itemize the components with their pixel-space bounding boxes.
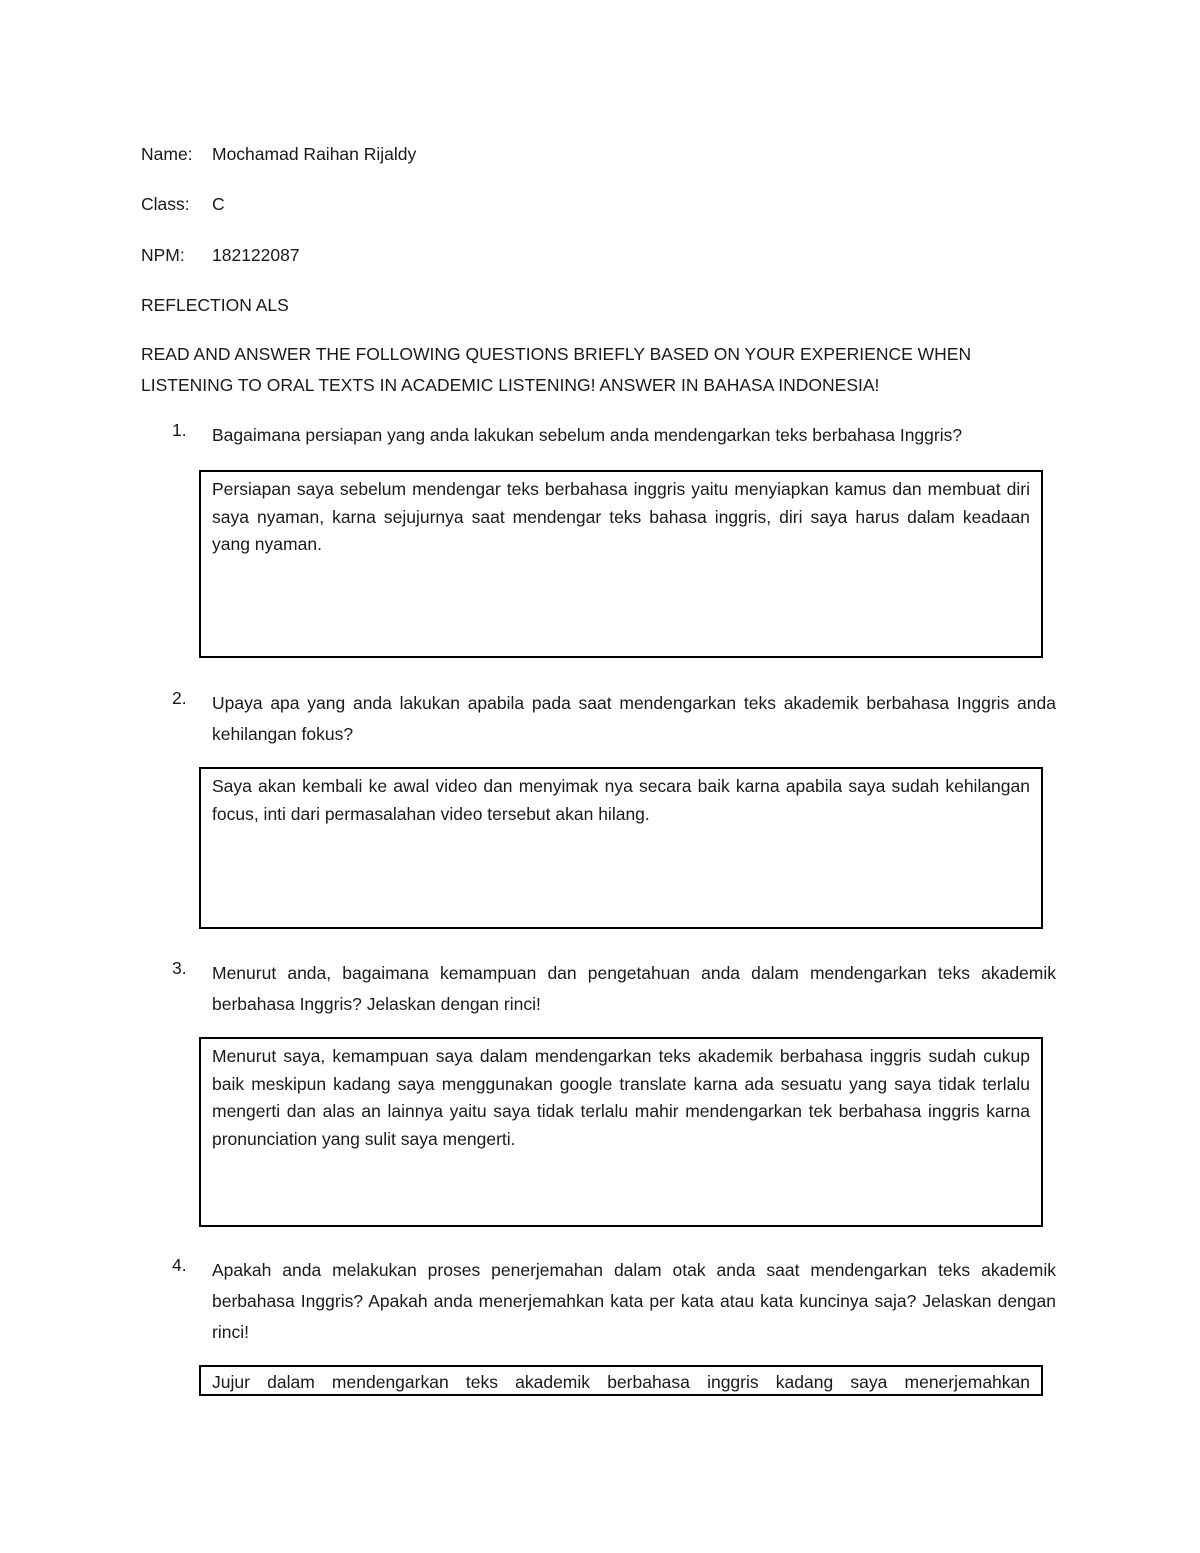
npm-label: NPM: — [141, 245, 185, 265]
class-value: C — [212, 194, 225, 214]
answer-3-text: Menurut saya, kemampuan saya dalam mendengarkan teks akademik berbahasa inggris sudah cukup baik meskipun kadang saya menggunakan google translate karna ada sesuatu yang saya tidak terlalu mengerti dan alas an lainnya yaitu saya tidak terlalu mahir mendengarkan tek berbahasa inggris karna pronunciation yang sulit saya mengerti. — [212, 1046, 1030, 1149]
instruction-line-2: LISTENING TO ORAL TEXTS IN ACADEMIC LISTENING! ANSWER IN BAHASA INDONESIA! — [141, 375, 880, 395]
instruction-line-1: READ AND ANSWER THE FOLLOWING QUESTIONS BRIEFLY BASED ON YOUR EXPERIENCE WHEN — [141, 344, 972, 364]
question-3-number: 3. — [172, 958, 187, 978]
name-value: Mochamad Raihan Rijaldy — [212, 144, 417, 164]
question-3-text: Menurut anda, bagaimana kemampuan dan pengetahuan anda dalam mendengarkan teks akademik berbahasa Inggris? Jelaskan dengan rinci! — [212, 963, 1056, 1014]
answer-2-text: Saya akan kembali ke awal video dan menyimak nya secara baik karna apabila saya sudah kehilangan focus, inti dari permasalahan video tersebut akan hilang. — [212, 776, 1030, 824]
document-title: REFLECTION ALS — [141, 295, 289, 315]
class-label: Class: — [141, 194, 190, 214]
question-2-text: Upaya apa yang anda lakukan apabila pada saat mendengarkan teks akademik berbahasa Inggris anda kehilangan fokus? — [212, 693, 1056, 744]
name-label: Name: — [141, 144, 193, 164]
answer-2-box — [199, 767, 1043, 929]
answer-4-text: Jujur dalam mendengarkan teks akademik berbahasa inggris kadang saya menerjemahkan — [212, 1372, 1030, 1392]
question-4-text: Apakah anda melakukan proses penerjemahan dalam otak anda saat mendengarkan teks akademik berbahasa Inggris? Apakah anda menerjemahkan kata per kata atau kata kuncinya saja? Jelaskan dengan rinci! — [212, 1260, 1056, 1342]
answer-4-box — [199, 1365, 1043, 1396]
question-4-number: 4. — [172, 1255, 187, 1275]
answer-1-text: Persiapan saya sebelum mendengar teks berbahasa inggris yaitu menyiapkan kamus dan membuat diri saya nyaman, karna sejujurnya saat mendengar teks bahasa inggris, diri saya harus dalam keadaan yang nyaman. — [212, 479, 1030, 554]
question-1-number: 1. — [172, 420, 187, 440]
answer-3-box — [199, 1037, 1043, 1227]
instruction-text — [141, 339, 1056, 401]
answer-1-box — [199, 470, 1043, 658]
npm-value: 182122087 — [212, 245, 300, 265]
question-1-text: Bagaimana persiapan yang anda lakukan sebelum anda mendengarkan teks berbahasa Inggris? — [212, 425, 963, 445]
question-2-number: 2. — [172, 688, 187, 708]
